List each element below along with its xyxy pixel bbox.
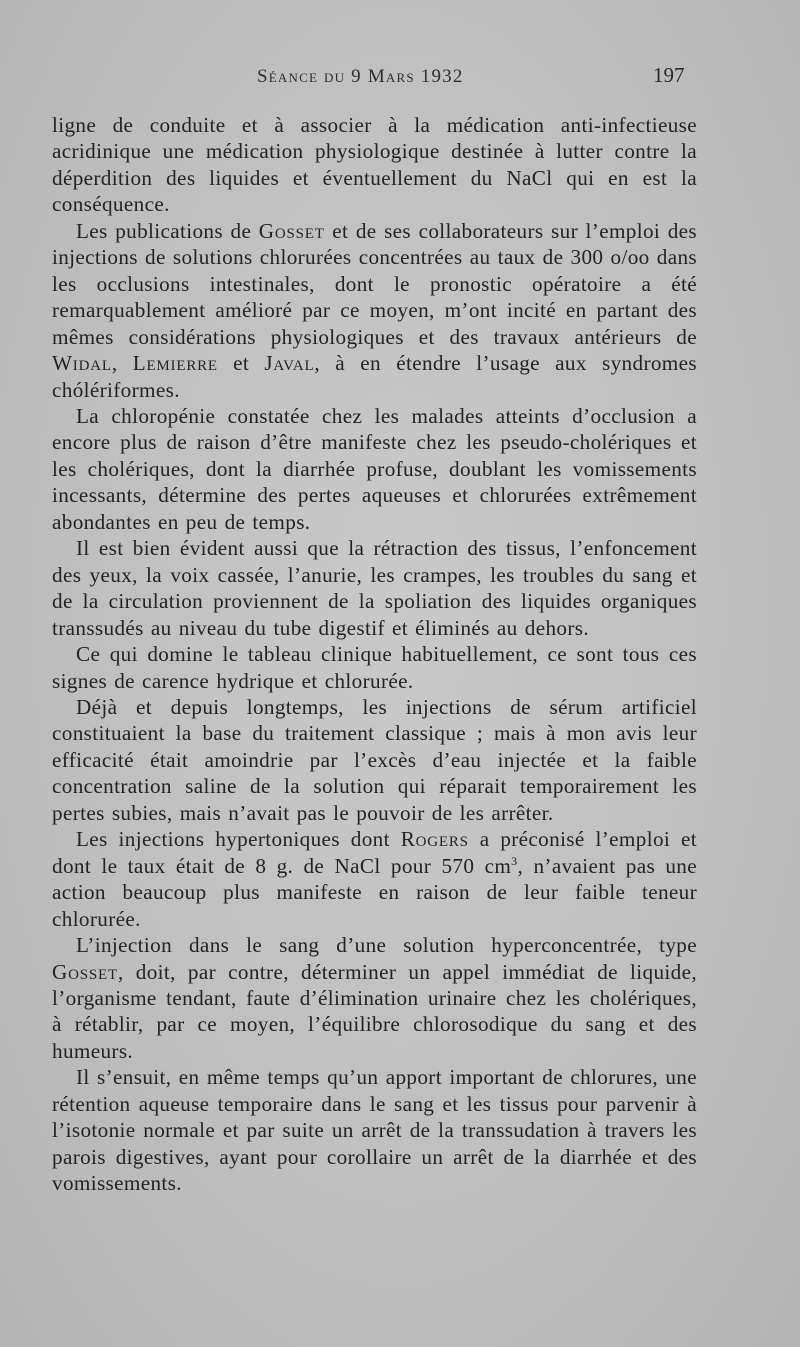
paragraph-text: Déjà et depuis longtemps, les injections de sérum artificiel constituaient la base du traitement classique ; mais à mon avis leur efficacité était amoindrie par l’excès d’eau injectée et la faible concentration saline de la solution qui réparait temporairement les pertes subies, mais n’avait pas le pouvoir de les arrêter. — [52, 694, 697, 825]
paragraph-text: a préconisé l’emploi et dont le taux était de 8 g. de NaCl pour 570 cm — [52, 827, 697, 878]
body-text — [52, 112, 697, 1197]
paragraph-text: La chloropénie constatée chez les malades atteints d’occlusion a encore plus de raison d’être manifeste chez les pseudo-cholériques et les cholériques, dont la diarrhée profuse, doublant les vomissements incessants, détermine des pertes aqueuses et chlorurées extrêmement abondantes en peu de temps. — [52, 403, 697, 534]
paragraph-text: , — [111, 351, 133, 376]
paragraph-text: et — [217, 351, 265, 376]
superscript: 3 — [511, 853, 518, 868]
paragraph — [52, 641, 697, 694]
paragraph — [52, 826, 697, 932]
paragraph-text: ligne de conduite et à associer à la médication anti-infectieuse acridinique une médication physiologique destinée à lutter contre la déperdition des liquides et éventuellement du NaCl qui en est la conséquence. — [52, 113, 697, 217]
paragraph — [52, 1064, 697, 1196]
paragraph-text: L’injection dans le sang d’une solution hyperconcentrée, type — [76, 933, 697, 958]
author-name: Lemierre — [132, 351, 218, 376]
paragraph — [52, 694, 697, 826]
paragraph-text: et de ses collaborateurs sur l’emploi des injections de solutions chlorurées concentrées au taux de 300 o/oo dans les occlusions intestinales, dont le pronostic opératoire a été remarquablement amélioré par ce moyen, m’ont incité en partant des mêmes considérations physiologiques et des travaux antérieurs de — [52, 218, 697, 349]
paragraph — [52, 112, 697, 218]
page-header — [0, 63, 800, 96]
paragraph-text: Les injections hypertoniques dont — [76, 827, 401, 852]
paragraph-text: , à en étendre l’usage aux syndromes chólériformes. — [52, 351, 697, 402]
paragraph-text: Ce qui domine le tableau clinique habituellement, ce sont tous ces signes de carence hydrique et chlorurée. — [52, 642, 697, 693]
paragraph-text: , doit, par contre, déterminer un appel immédiat de liquide, l’organisme tendant, faute d’élimination urinaire chez les cholériques, à rétablir, par ce moyen, l’équilibre chlorosodique du sang et des humeurs. — [52, 959, 697, 1063]
author-name: Widal — [52, 351, 112, 376]
paragraph-text: , n’avaient pas une action beaucoup plus manifeste en raison de leur faible teneur chlorurée. — [52, 853, 697, 931]
paragraph — [52, 535, 697, 641]
author-name: Javal — [264, 351, 315, 376]
author-name: Rogers — [400, 827, 469, 852]
author-name: Gosset — [258, 218, 325, 243]
page-number: 197 — [653, 63, 685, 87]
paragraph-text: Les publications de — [76, 218, 259, 243]
paragraph — [52, 403, 697, 535]
running-title: Séance du 9 Mars 1932 — [257, 66, 464, 87]
paragraph — [52, 218, 697, 403]
paragraph-text: Il s’ensuit, en même temps qu’un apport important de chlorures, une rétention aqueuse temporaire dans le sang et les tissus pour parvenir à l’isotonie normale et par suite un arrêt de la transsudation à travers les parois digestives, ayant pour corollaire un arrêt de la diarrhée et des vomissements. — [52, 1065, 697, 1196]
paragraph — [52, 932, 697, 1064]
paragraph-text: Il est bien évident aussi que la rétraction des tissus, l’enfoncement des yeux, la voix cassée, l’anurie, les crampes, les troubles du sang et de la circulation proviennent de la spoliation des liquides organiques transsudés au niveau du tube digestif et éliminés au dehors. — [52, 536, 697, 640]
author-name: Gosset — [52, 959, 118, 984]
